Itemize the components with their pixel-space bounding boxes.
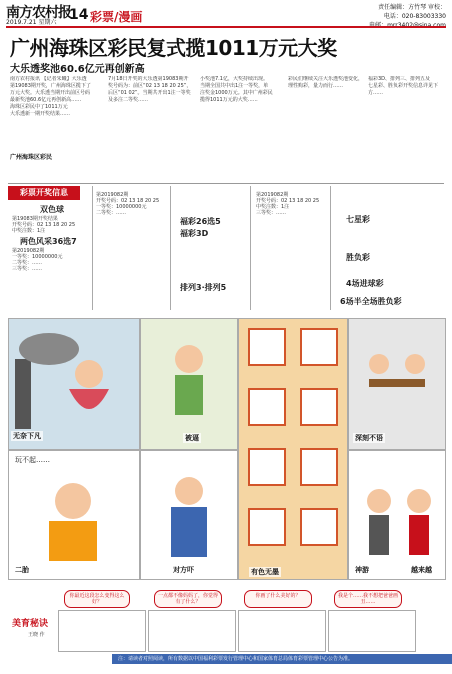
lottery-line: 三等奖：……: [256, 210, 287, 216]
game-title: 福彩26选5: [180, 217, 221, 226]
panel-title: 二胎: [15, 566, 29, 574]
game-title: 福彩3D: [180, 229, 209, 238]
column-divider: [170, 186, 171, 310]
article-line: 彩民们继续关注大乐透奖池变化，: [288, 76, 364, 82]
lottery-line: 第2019082期: [256, 192, 289, 198]
article-subhead: 大乐透奖池60.6亿元再创新高: [10, 64, 145, 75]
lottery-line: 第19083期开奖结果: [12, 216, 58, 222]
masthead: [6, 2, 446, 26]
lottery-detail: [96, 192, 166, 216]
lottery-detail: [256, 192, 326, 216]
article-line: 大乐透新一期开奖结果……: [10, 111, 71, 117]
comic-panel: [8, 450, 140, 580]
article-column-2: [108, 76, 196, 176]
article-line: 理性购彩，量力而行……: [288, 83, 344, 89]
article-line: 七星彩、胜负彩开奖信息详见下方……: [368, 83, 439, 96]
article-line: 小奖池7.1亿，大奖持续出现。: [200, 76, 268, 82]
strip-panel: [148, 610, 236, 652]
lottery-line: 一等奖：10000000元: [12, 254, 63, 260]
comic-panel: [238, 318, 348, 580]
comic-panel: [140, 450, 238, 580]
article-line: 当期全国共中出1注一等奖，单: [200, 83, 269, 89]
lottery-line: 二等奖：……: [96, 210, 127, 216]
newspaper-logo: 南方农村报: [6, 5, 71, 21]
strip-byline: 王晓 作: [28, 632, 45, 638]
masthead-rule: [6, 26, 446, 28]
speech-bubble: 你最近这段怎么变得这么好？: [64, 590, 130, 608]
lottery-line: 中奖注数：1注: [256, 204, 290, 210]
strip-panel: [238, 610, 326, 652]
lottery-line: 开奖号码：02 13 18 20 25: [12, 222, 76, 228]
strip-panel: [58, 610, 146, 652]
lottery-line: 中奖注数：1注: [12, 228, 46, 234]
panel-note: 玩不起……: [15, 456, 50, 464]
comic-illustration: [141, 451, 237, 579]
article-column-1: [10, 76, 100, 146]
panel-title: 被逼: [185, 434, 199, 442]
editor-line: 责任编辑：方竹琴 审校：: [378, 4, 446, 11]
lottery-line: 二等奖：……: [12, 260, 43, 266]
panel-title: 无奈下凡: [13, 432, 41, 440]
comic-illustration: [239, 319, 347, 579]
article-line: 注奖金1000万元。其中广州彩民: [200, 90, 273, 96]
game-title: 双色球: [40, 205, 64, 214]
comic-illustration: [141, 319, 237, 449]
article-column-4: [288, 76, 364, 176]
article-column-5: [368, 76, 444, 176]
article-line: 及多注二等奖……: [108, 97, 149, 103]
section-title: 彩票/漫画: [90, 10, 143, 24]
comics-section: [8, 318, 444, 580]
lottery-line: 一等奖：10000000元: [96, 204, 147, 210]
comic-illustration: [9, 319, 139, 449]
speech-bubble: 一点都不像妈妈了，你觉得有了什么？: [154, 590, 222, 608]
panel-title: 有色无墨: [251, 568, 279, 576]
article-line: 揽得1011万元的大奖……: [200, 97, 258, 103]
strip-title: 美育秘诀: [12, 619, 49, 629]
article-line: 南方农村报讯 【记者朱曦】大乐透: [10, 76, 87, 82]
column-divider: [330, 186, 331, 310]
article-line: 福彩3D、排列三、排列五及: [368, 76, 431, 82]
article-line: 后区“01 02”。当期共开出1注一等奖: [108, 90, 191, 96]
game-title: 胜负彩: [346, 253, 370, 262]
article-line: 奖号码为：前区“02 13 18 20 25”，: [108, 83, 192, 89]
footer-note: 注：请读者对照阅读，所有数据以中国福利彩票发行管理中心和国家体育总局体育彩票管理中心公告为准。: [112, 654, 452, 664]
lottery-detail: [12, 248, 88, 272]
comic-illustration: [349, 451, 445, 579]
comic-panel: [8, 318, 140, 450]
comic-panel: [348, 450, 446, 580]
column-divider: [250, 186, 251, 310]
game-title: 6场半全场胜负彩: [340, 297, 402, 306]
article-column-3: [200, 76, 284, 176]
speech-bubble: 我是个……我不想把爸爸画丑……: [334, 590, 402, 608]
article-line: 海珠区彩民中了1011万元: [10, 104, 68, 110]
article-headline: 广州海珠区彩民复式揽1011万元大奖: [10, 36, 337, 60]
panel-title: 神游: [355, 566, 369, 574]
article-line: 第19083期开奖，广州海珠区揽下了: [10, 83, 91, 89]
lottery-section-header: 彩票开奖信息: [8, 186, 80, 200]
column-divider: [92, 186, 93, 310]
article-caption: 广州海珠区彩民: [10, 154, 53, 161]
article-line: 万元大奖。大乐透当期开出前区号码: [10, 90, 91, 96]
game-title: 七星彩: [346, 215, 370, 224]
page-number: 14: [69, 7, 89, 23]
panel-title: 对方吓: [173, 566, 194, 574]
lottery-line: 第2019082期: [96, 192, 129, 198]
lottery-detail: [12, 216, 88, 234]
lottery-line: 开奖号码：02 13 18 20 25: [96, 198, 160, 204]
lottery-line: 第2019082期: [12, 248, 45, 254]
comic-panel: [140, 318, 238, 450]
article-line: 最新奖池60.6亿元再创新高……: [10, 97, 82, 103]
phone-line: 电话：020-83003330: [383, 13, 446, 20]
issue-date: 2019.7.21 星期六: [6, 19, 57, 26]
game-title: 两色风采36选7: [20, 237, 77, 246]
panel-title: 越来越: [411, 566, 432, 574]
panel-title: 深刻不语: [355, 434, 383, 442]
lottery-line: 开奖号码：02 13 18 20 25: [256, 198, 320, 204]
strip-panel: [328, 610, 416, 652]
speech-bubble: 你画了什么美好的？: [244, 590, 312, 608]
game-title: 4场进球彩: [346, 279, 384, 288]
game-title: 排列3·排列5: [180, 283, 227, 292]
article-line: 7月18日开奖的大乐透第19083期开: [108, 76, 189, 82]
comic-panel: [348, 318, 446, 450]
lottery-line: 三等奖：……: [12, 266, 43, 272]
comic-illustration: [9, 451, 139, 579]
comic-illustration: [349, 319, 445, 449]
